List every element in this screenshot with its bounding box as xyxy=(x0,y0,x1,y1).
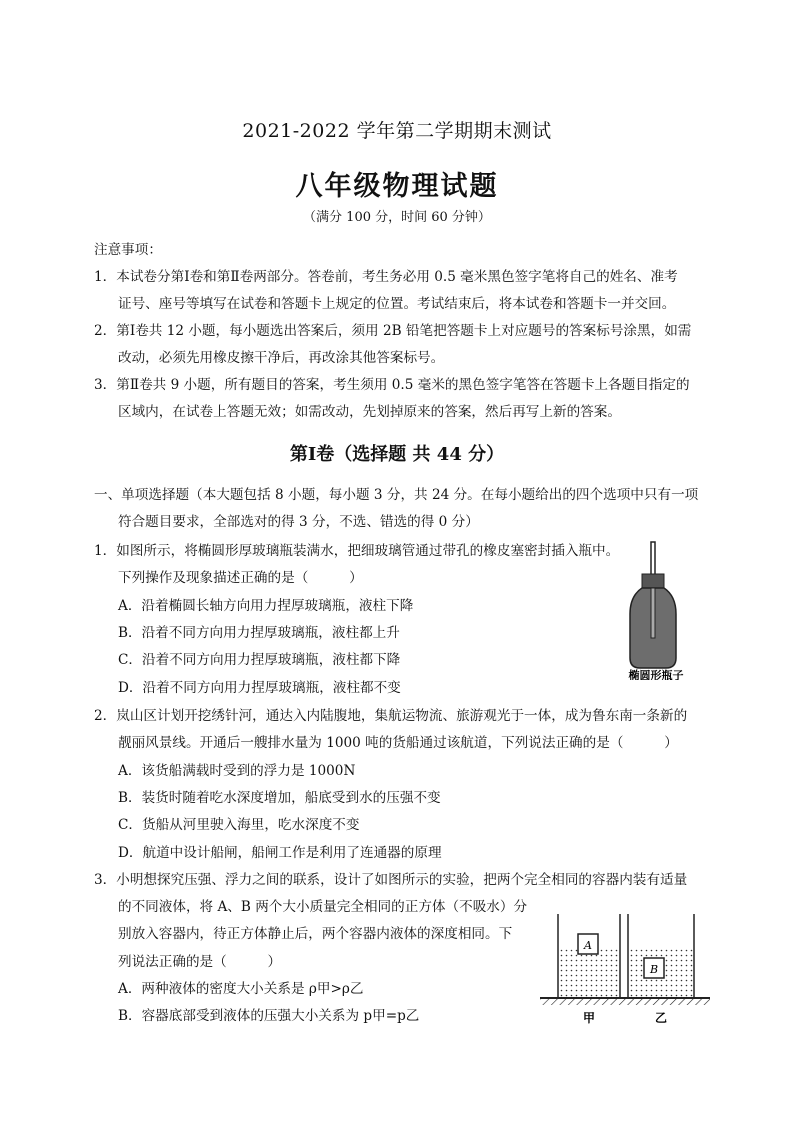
note-1-line-2: 证号、座号等填写在试卷和答题卡上规定的位置。考试结束后，将本试卷和答题卡一并交回。 xyxy=(118,296,676,312)
q2-stem-line-2: 靓丽风景线。开通后一艘排水量为 1000 吨的货船通过该航道，下列说法正确的是（ ） xyxy=(118,735,678,751)
container-right-label: 乙 xyxy=(654,1011,668,1025)
q3-option-b: B．容器底部受到液体的压强大小关系为 p甲=p乙 xyxy=(118,1008,420,1024)
note-1-line-1: 1．本试卷分第Ⅰ卷和第Ⅱ卷两部分。答卷前，考生务必用 0.5 毫米黑色签字笔将自己的姓名、准考 xyxy=(94,269,678,285)
subject-title: 八年级物理试题 xyxy=(295,171,499,202)
q2-option-a: A．该货船满载时受到的浮力是 1000N xyxy=(118,763,356,779)
note-2-line-1: 2．第Ⅰ卷共 12 小题，每小题选出答案后，须用 2B 铅笔把答题卡上对应题号的答案标号涂黑，如需 xyxy=(94,323,692,339)
note-2-line-2: 改动，必须先用橡皮擦干净后，再改涂其他答案标号。 xyxy=(118,350,445,366)
bottle-figure xyxy=(618,538,694,680)
container-left-label: 甲 xyxy=(582,1011,596,1025)
q3-stem-line-1: 3．小明想探究压强、浮力之间的联系，设计了如图所示的实验，把两个完全相同的容器内装有适量 xyxy=(94,872,688,888)
cube-a-label: A xyxy=(584,939,592,952)
part1-line-2: 符合题目要求，全部选对的得 3 分，不选、错选的得 0 分） xyxy=(118,514,479,530)
q3-option-a: A．两种液体的密度大小关系是 ρ甲>ρ乙 xyxy=(118,981,364,997)
q1-option-c: C．沿着不同方向用力捏厚玻璃瓶，液柱都下降 xyxy=(118,652,401,668)
q3-stem-line-3: 别放入容器内，待正方体静止后，两个容器内液体的深度相同。下 xyxy=(118,926,513,942)
part1-line-1: 一、单项选择题（本大题包括 8 小题，每小题 3 分，共 24 分。在每小题给出的四个选项中只有一项 xyxy=(94,487,699,503)
q2-option-c: C．货船从河里驶入海里，吃水深度不变 xyxy=(118,817,360,833)
q3-stem-line-2: 的不同液体，将 A、B 两个大小质量完全相同的正方体（不吸水）分 xyxy=(118,899,528,915)
q2-option-b: B．装货时随着吃水深度增加，船底受到水的压强不变 xyxy=(118,790,441,806)
notes-heading: 注意事项： xyxy=(94,242,162,258)
exam-info: （满分 100 分，时间 60 分钟） xyxy=(303,210,491,225)
q1-option-b: B．沿着不同方向用力捏厚玻璃瓶，液柱都上升 xyxy=(118,625,400,641)
note-3-line-1: 3．第Ⅱ卷共 9 小题，所有题目的答案，考生须用 0.5 毫米的黑色签字笔答在答题卡上各题目指定的 xyxy=(94,377,690,393)
note-3-line-2: 区域内，在试卷上答题无效；如需改动，先划掉原来的答案，然后再写上新的答案。 xyxy=(118,404,621,420)
q1-stem-line-2: 下列操作及现象描述正确的是（ ） xyxy=(118,570,363,586)
containers-figure xyxy=(540,914,710,1034)
section-heading: 第Ⅰ卷（选择题 共 44 分） xyxy=(289,444,505,465)
bottle-caption: 椭圆形瓶子 xyxy=(628,669,684,680)
q2-stem-line-1: 2．岚山区计划开挖绣针河，通达入内陆腹地，集航运物流、旅游观光于一体，成为鲁东南一条新的 xyxy=(94,708,688,724)
q1-option-d: D．沿着不同方向用力捏厚玻璃瓶，液柱都不变 xyxy=(118,680,401,696)
q3-stem-line-4: 列说法正确的是（ ） xyxy=(118,954,282,970)
q1-stem-line-1: 1．如图所示，将椭圆形厚玻璃瓶装满水，把细玻璃管通过带孔的橡皮塞密封插入瓶中。 xyxy=(94,543,620,559)
cube-b-label: B xyxy=(649,963,659,976)
q2-option-d: D．航道中设计船闸，船闸工作是利用了连通器的原理 xyxy=(118,845,442,861)
exam-title: 2021-2022 学年第二学期期末测试 xyxy=(242,120,552,142)
q1-option-a: A．沿着椭圆长轴方向用力捏厚玻璃瓶，液柱下降 xyxy=(118,598,414,614)
